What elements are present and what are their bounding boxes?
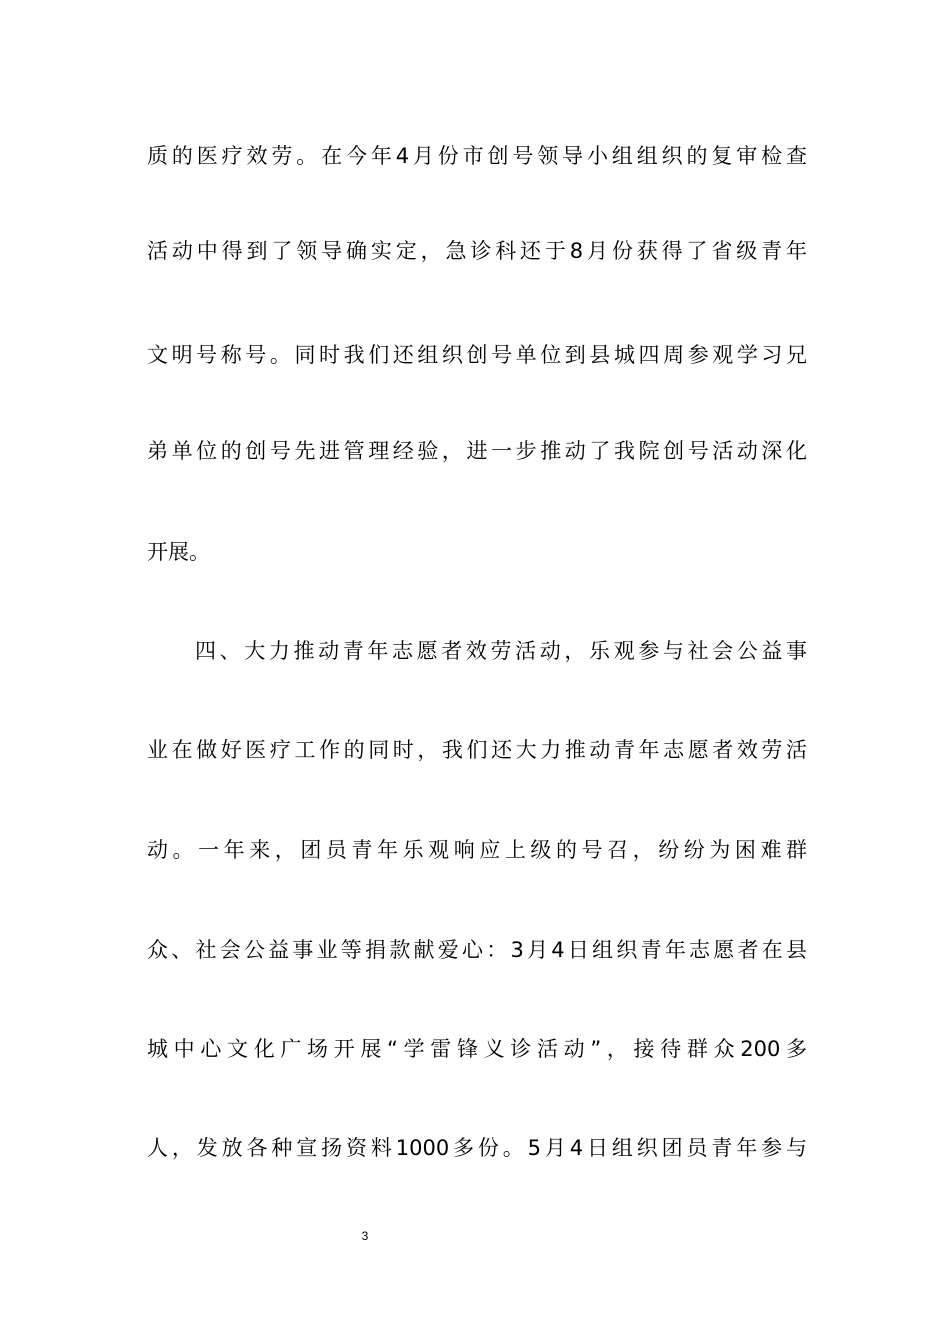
paragraph-line-1: 质的医疗效劳。在今年4月份市创号领导小组组织的复审检查 xyxy=(147,144,807,168)
paragraph-line-9: 众、社会公益事业等捐款献爱心：3月4日组织青年志愿者在县 xyxy=(147,938,807,962)
paragraph-line-8: 动。一年来，团员青年乐观响应上级的号召，纷纷为困难群 xyxy=(147,838,807,862)
paragraph-line-11: 人，发放各种宣扬资料1000多份。5月4日组织团员青年参与 xyxy=(147,1136,807,1160)
paragraph-line-3: 文明号称号。同时我们还组织创号单位到县城四周参观学习兄 xyxy=(147,343,807,367)
page-number: 3 xyxy=(361,1229,369,1243)
section-heading-line: 四、大力推动青年志愿者效劳活动，乐观参与社会公益事 xyxy=(195,639,807,663)
paragraph-line-5: 开展。 xyxy=(147,540,210,564)
paragraph-line-7: 业在做好医疗工作的同时，我们还大力推动青年志愿者效劳活 xyxy=(147,738,807,762)
paragraph-line-2: 活动中得到了领导确实定，急诊科还于8月份获得了省级青年 xyxy=(147,239,807,263)
paragraph-line-4: 弟单位的创号先进管理经验，进一步推动了我院创号活动深化 xyxy=(147,439,807,463)
paragraph-line-10: 城中心文化广场开展“学雷锋义诊活动”，接待群众200多 xyxy=(147,1037,807,1061)
